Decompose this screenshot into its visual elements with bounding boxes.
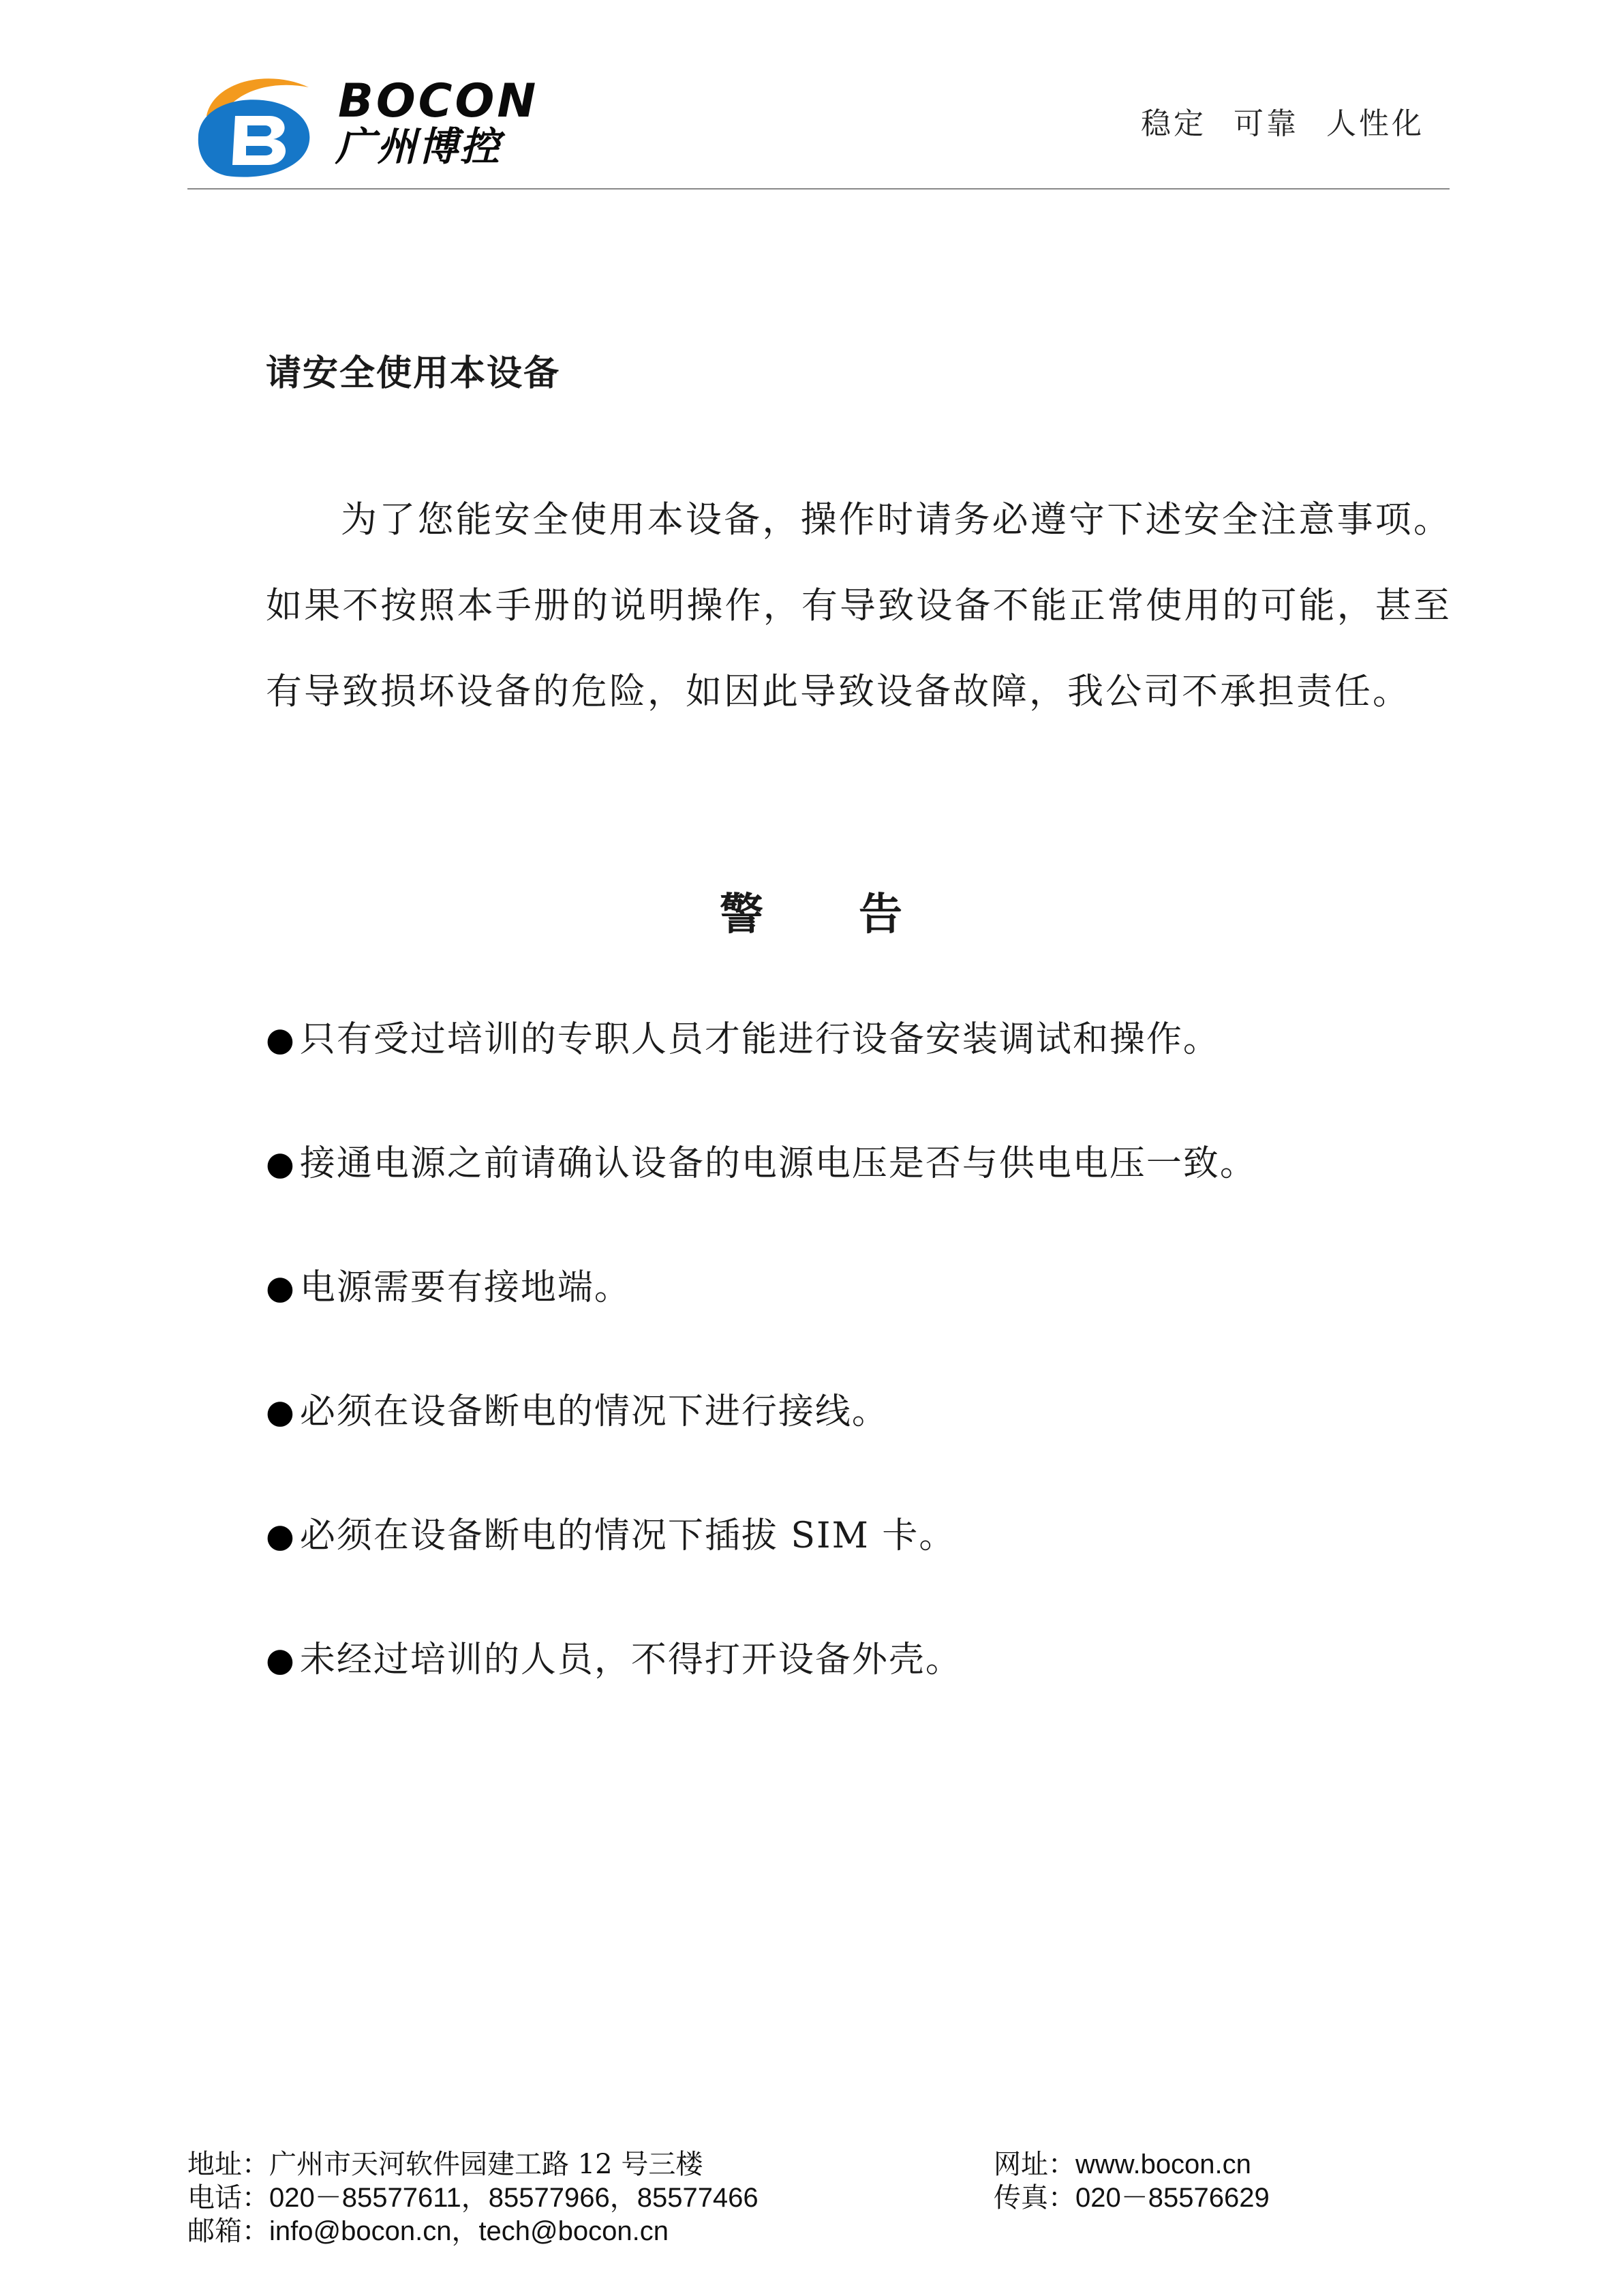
safety-intro-paragraph: 为了您能安全使用本设备，操作时请务必遵守下述安全注意事项。如果不按照本手册的说明操作，有导致设备不能正常使用的可能，甚至有导致损坏设备的危险，如因此导致设备故障，我公司不承担责任。 — [266, 499, 1452, 712]
address-label: 地址： — [187, 2149, 269, 2180]
warning-item — [266, 1140, 1257, 1264]
warning-item — [266, 1264, 1257, 1388]
website-value: www.bocon.cn — [1075, 2149, 1251, 2179]
warning-item — [266, 1388, 1257, 1512]
warning-text: 必须在设备断电的情况下进行接线。 — [299, 1391, 889, 1432]
warning-item — [266, 1636, 1257, 1760]
footer-fax — [994, 2182, 1270, 2214]
warning-text: 接通电源之前请确认设备的电源电压是否与供电电压一致。 — [299, 1143, 1257, 1184]
fax-label: 传真： — [994, 2182, 1075, 2214]
page-footer — [0, 2141, 1622, 2250]
phone-value: 020－85577611，85577966，85577466 — [269, 2183, 759, 2213]
bocon-logo-icon — [193, 68, 319, 181]
bullet-icon: ● — [266, 1269, 296, 1307]
phone-label: 电话： — [187, 2182, 269, 2214]
footer-address — [187, 2151, 703, 2178]
bullet-icon: ● — [266, 1021, 296, 1059]
bullet-icon: ● — [266, 1393, 296, 1431]
header-divider — [187, 188, 1450, 190]
address-value: 广州市天河软件园建工路 12 号三楼 — [269, 2149, 703, 2180]
warning-text: 必须在设备断电的情况下插拔 SIM 卡。 — [299, 1515, 956, 1556]
website-label: 网址： — [994, 2149, 1075, 2180]
fax-value: 020－85576629 — [1075, 2183, 1270, 2213]
company-slogan: 稳定 可靠 人性化 — [1141, 106, 1424, 141]
footer-phone — [187, 2182, 759, 2214]
warning-item — [266, 1016, 1257, 1140]
email-label: 邮箱： — [187, 2216, 269, 2247]
warning-text: 未经过培训的人员，不得打开设备外壳。 — [299, 1640, 962, 1680]
brand-name-cn: 广州博控 — [335, 123, 502, 170]
bullet-icon: ● — [266, 1641, 296, 1679]
warning-title: 警告 — [720, 890, 998, 940]
bullet-icon: ● — [266, 1517, 296, 1555]
page-header — [0, 0, 1622, 194]
footer-website — [994, 2151, 1251, 2178]
bullet-icon: ● — [266, 1145, 296, 1183]
safety-title: 请安全使用本设备 — [266, 353, 561, 394]
warning-text: 只有受过培训的专职人员才能进行设备安装调试和操作。 — [299, 1019, 1220, 1060]
warning-item — [266, 1512, 1257, 1636]
brand-name-en: BOCON — [338, 74, 539, 128]
email-value: info@bocon.cn，tech@bocon.cn — [269, 2216, 669, 2246]
footer-email — [187, 2218, 669, 2245]
warning-list — [266, 1016, 1257, 1760]
warning-text: 电源需要有接地端。 — [299, 1267, 631, 1308]
